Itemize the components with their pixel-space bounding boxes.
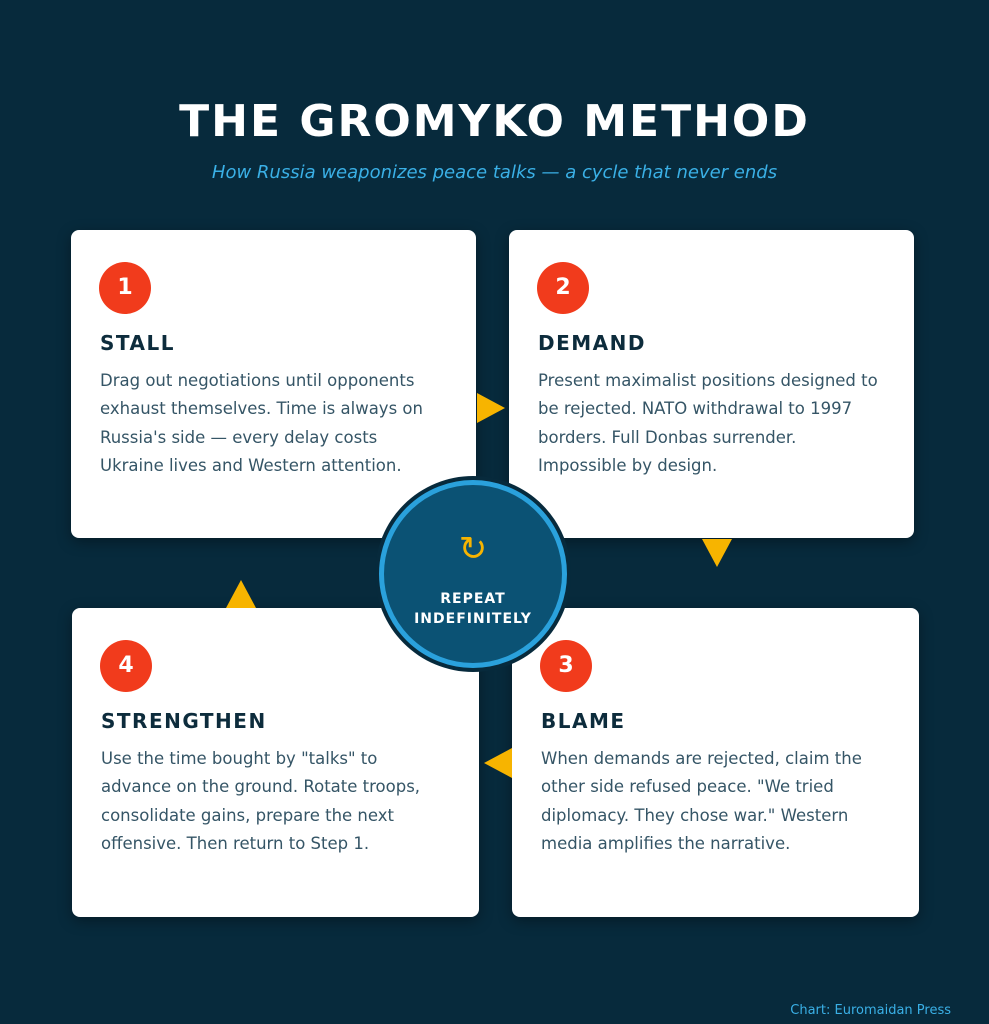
step-title: STALL [100, 331, 175, 355]
step-number-badge: 4 [100, 640, 152, 692]
page-subtitle: How Russia weaponizes peace talks — a cycle that never ends [211, 162, 778, 183]
step-card-blame [512, 608, 919, 917]
repeat-hub [379, 480, 567, 668]
step-card-demand [509, 230, 914, 538]
flow-arrow-down-icon [702, 539, 732, 567]
flow-arrow-right-icon [477, 393, 505, 423]
step-description: When demands are rejected, claim the other side refused peace. "We tried diplomacy. They chose war." Western media amplifies the narrative. [541, 749, 862, 854]
step-card-stall [71, 230, 476, 538]
step-card-strengthen [72, 608, 479, 917]
source-credit: Chart: Euromaidan Press [790, 1003, 951, 1018]
step-number-badge: 1 [99, 262, 151, 314]
step-title: DEMAND [538, 331, 646, 355]
repeat-label-line1: REPEAT [440, 591, 506, 607]
step-description: Present maximalist positions designed to be rejected. NATO withdrawal to 1997 borders. Full Donbas surrender. Impossible by design. [538, 371, 878, 476]
repeat-label [384, 589, 562, 629]
flow-arrow-up-icon [226, 580, 256, 608]
repeat-label-line2: INDEFINITELY [414, 611, 532, 627]
flow-arrow-left-icon [484, 748, 512, 778]
step-description: Use the time bought by "talks" to advance on the ground. Rotate troops, consolidate gains, prepare the next offensive. Then return to Step 1. [101, 749, 421, 854]
step-description: Drag out negotiations until opponents exhaust themselves. Time is always on Russia's side — every delay costs Ukraine lives and Western attention. [100, 371, 423, 476]
repeat-cycle-icon: ↻ [458, 529, 488, 569]
page-title: THE GROMYKO METHOD [179, 96, 810, 147]
step-title: STRENGTHEN [101, 709, 267, 733]
step-title: BLAME [541, 709, 626, 733]
step-number-badge: 3 [540, 640, 592, 692]
step-number-badge: 2 [537, 262, 589, 314]
